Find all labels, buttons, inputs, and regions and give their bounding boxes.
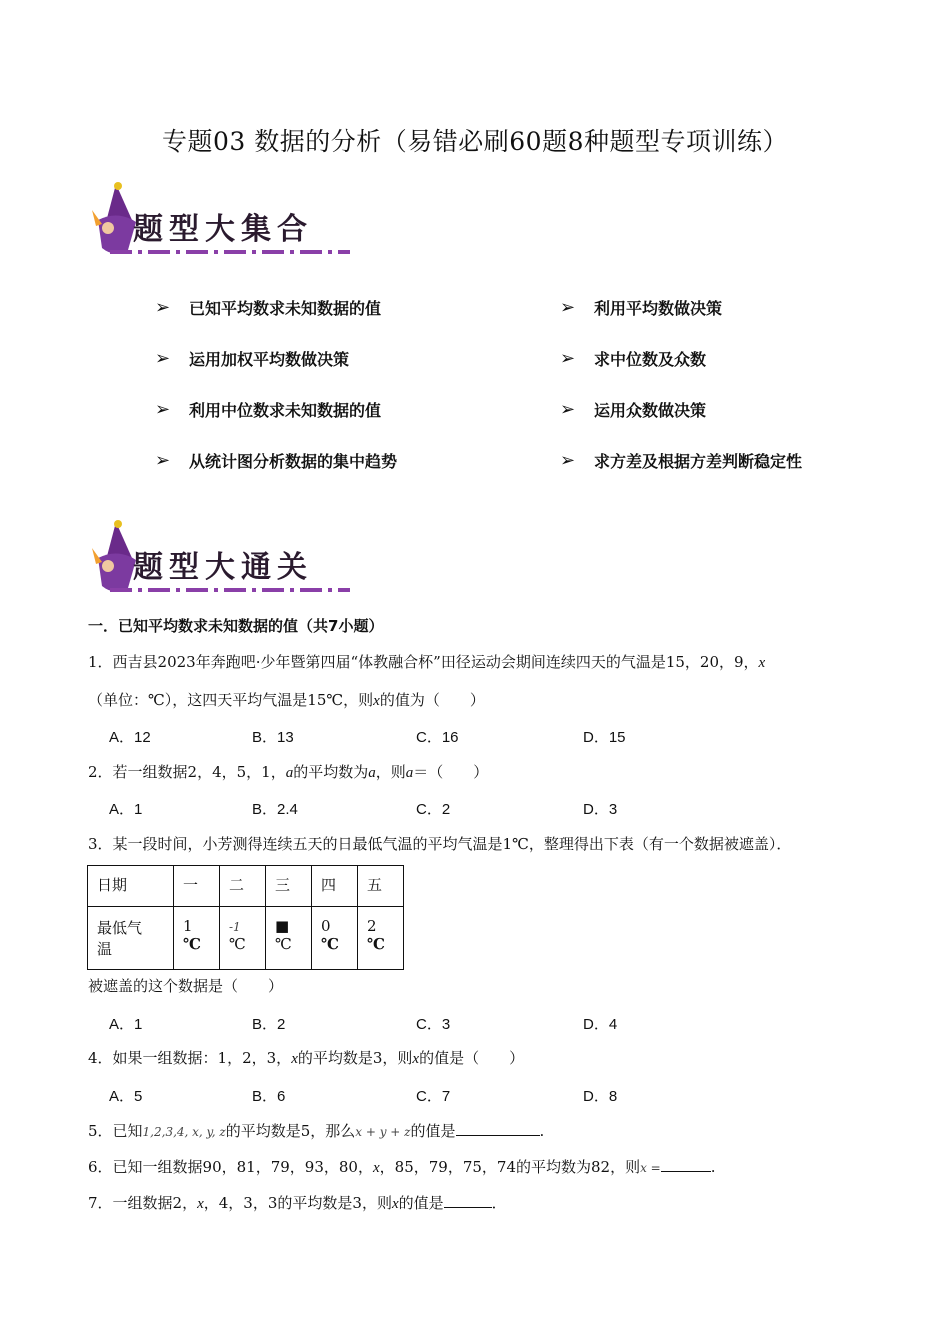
option-b[interactable]: B．2 (252, 1016, 286, 1033)
table-cell: 三 (266, 866, 312, 907)
table-cell: 一 (174, 866, 220, 907)
question-3: 3．某一段时间，小芳测得连续五天的日最低气温的平均气温是1℃，整理得出下表（有一个数据被遮盖）． (88, 835, 792, 853)
table-cell: 0 ℃ (312, 907, 358, 970)
temperature-table (87, 865, 404, 970)
question-4: 4．如果一组数据：1，2，3，x的平均数是3，则x的值是（ ） (88, 1049, 525, 1067)
topic-item: ➢ 从统计图分析数据的集中趋势 (155, 450, 398, 471)
arrow-bullet-icon: ➢ (155, 297, 171, 318)
table-row (88, 866, 404, 907)
topic-item: ➢ 运用众数做决策 (560, 399, 707, 420)
answer-blank[interactable] (444, 1193, 492, 1208)
banner-underline (110, 588, 350, 592)
option-c[interactable]: C．3 (416, 1016, 451, 1033)
topic-item: ➢ 运用加权平均数做决策 (155, 348, 350, 369)
arrow-bullet-icon: ➢ (560, 348, 576, 369)
arrow-bullet-icon: ➢ (155, 450, 171, 471)
page-title: 专题03 数据的分析（易错必刷60题8种题型专项训练） (162, 127, 788, 156)
banner-title: 题型大集合 (133, 212, 313, 247)
banner-topic-collection (88, 180, 353, 262)
option-a[interactable]: A．12 (109, 729, 151, 746)
option-a[interactable]: A．1 (109, 1016, 143, 1033)
banner-underline (110, 250, 350, 254)
table-cell-hidden-value: ■ ℃ (266, 907, 312, 970)
arrow-bullet-icon: ➢ (560, 399, 576, 420)
option-d[interactable]: D．3 (583, 801, 618, 818)
table-cell: -1 ℃ (220, 907, 266, 970)
arrow-bullet-icon: ➢ (155, 399, 171, 420)
option-c[interactable]: C．16 (416, 729, 459, 746)
table-cell: 四 (312, 866, 358, 907)
option-c[interactable]: C．7 (416, 1088, 451, 1105)
question-5: 5．已知1,2,3,4, x, y, z的平均数是5，那么x + y + z的值是 . (88, 1122, 545, 1140)
option-d[interactable]: D．15 (583, 729, 626, 746)
arrow-bullet-icon: ➢ (155, 348, 171, 369)
arrow-bullet-icon: ➢ (560, 297, 576, 318)
table-cell: 1 ℃ (174, 907, 220, 970)
option-b[interactable]: B．6 (252, 1088, 286, 1105)
option-a[interactable]: A．1 (109, 801, 143, 818)
topic-item: ➢ 求方差及根据方差判断稳定性 (560, 450, 803, 471)
option-d[interactable]: D．4 (583, 1016, 618, 1033)
topic-item: ➢ 利用平均数做决策 (560, 297, 723, 318)
table-cell: 2 ℃ (358, 907, 404, 970)
table-cell: 二 (220, 866, 266, 907)
topic-item: ➢ 已知平均数求未知数据的值 (155, 297, 382, 318)
banner-topic-practice (88, 518, 353, 600)
topic-item: ➢ 利用中位数求未知数据的值 (155, 399, 382, 420)
section-heading: 一．已知平均数求未知数据的值（共7小题） (88, 617, 384, 635)
arrow-bullet-icon: ➢ (560, 450, 576, 471)
question-2: 2．若一组数据2，4，5，1，a的平均数为a，则a＝（ ） (88, 763, 489, 781)
table-row (88, 907, 404, 970)
table-cell: 最低气 温 (88, 907, 174, 970)
topic-item: ➢ 求中位数及众数 (560, 348, 707, 369)
table-cell: 五 (358, 866, 404, 907)
question-1-line2: （单位：℃），这四天平均气温是15℃，则x的值为（ ） (88, 691, 485, 709)
question-6: 6．已知一组数据90，81，79，93，80，x，85，79，75，74的平均数为82，则x = . (88, 1158, 716, 1176)
question-3-prompt: 被遮盖的这个数据是（ ） (88, 977, 284, 995)
option-a[interactable]: A．5 (109, 1088, 143, 1105)
banner-title: 题型大通关 (133, 550, 313, 585)
table-cell: 日期 (88, 866, 174, 907)
option-d[interactable]: D．8 (583, 1088, 618, 1105)
option-b[interactable]: B．13 (252, 729, 294, 746)
option-c[interactable]: C．2 (416, 801, 451, 818)
question-1: 1．西吉县2023年奔跑吧·少年暨第四届“体教融合杯”田径运动会期间连续四天的气温是15，20，9，x (88, 653, 766, 671)
question-7: 7．一组数据2，x，4，3，3的平均数是3，则x的值是 ． (88, 1194, 507, 1212)
answer-blank[interactable] (661, 1157, 711, 1172)
answer-blank[interactable] (456, 1121, 540, 1136)
option-b[interactable]: B．2.4 (252, 801, 298, 818)
